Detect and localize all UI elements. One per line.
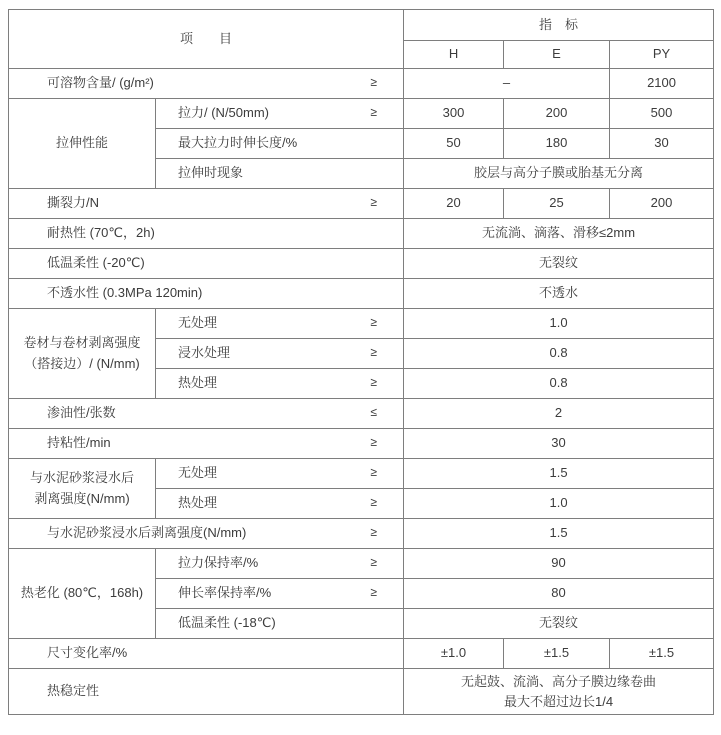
sub-item-cell [156,579,404,609]
value-py: ±1.5 [610,639,714,669]
sub-item-label: 拉力/ (N/50mm) [178,105,270,121]
sub-item-label: 拉力保持率/% [178,555,259,571]
value-h: 50 [404,129,504,159]
threshold-symbol: ≥ [370,345,378,360]
item-label: 热稳定性 [47,683,100,699]
row-oil-permeability [9,399,714,429]
threshold-symbol: ≥ [370,585,378,600]
value-merged: 1.5 [404,459,714,489]
row-roll-peel-untreated [9,309,714,339]
value-e: ±1.5 [504,639,610,669]
group-heat-aging: 热老化 (80℃，168h) [9,549,156,639]
item-label-cell [9,429,404,459]
sub-item-cell [156,129,404,159]
sub-item-cell [156,459,404,489]
threshold-symbol: ≥ [370,105,378,120]
item-label: 不透水性 (0.3MPa 120min) [47,285,203,301]
item-label: 耐热性 (70℃，2h) [47,225,155,241]
threshold-symbol: ≤ [370,405,378,420]
sub-item-cell [156,549,404,579]
item-label: 持粘性/min [47,435,111,451]
value-h: ±1.0 [404,639,504,669]
sub-item-cell [156,99,404,129]
threshold-symbol: ≥ [370,495,378,510]
value-py: 200 [610,189,714,219]
item-label: 渗油性/张数 [47,405,116,421]
value-h: 20 [404,189,504,219]
value-merged: 1.5 [404,519,714,549]
item-label: 尺寸变化率/% [47,645,128,661]
value-merged: 无流淌、滴落、滑移≤2mm [404,219,714,249]
value-line2: 最大不超过边长1/4 [503,693,614,709]
sub-item-label: 无处理 [178,465,218,481]
value-merged: 不透水 [404,279,714,309]
item-label: 低温柔性 (-20℃) [47,255,145,271]
value-merged: 无裂纹 [404,609,714,639]
row-tear-force [9,189,714,219]
header-item: 项 目 [9,10,404,69]
threshold-symbol: ≥ [370,75,378,90]
item-label-cell [9,69,404,99]
sub-item-label: 无处理 [178,315,218,331]
threshold-symbol: ≥ [370,555,378,570]
value-merged: 1.0 [404,309,714,339]
group-label-line1: 卷材与卷材剥离强度 [23,335,141,351]
value-merged: 0.8 [404,339,714,369]
threshold-symbol: ≥ [370,465,378,480]
row-impermeability [9,279,714,309]
header-row-1 [9,10,714,41]
threshold-symbol: ≥ [370,375,378,390]
group-label-line2: 剥离强度(N/mm) [34,490,130,506]
sub-item-cell [156,369,404,399]
value-merged [404,669,714,715]
sub-item-cell [156,489,404,519]
group-tensile: 拉伸性能 [9,99,156,189]
value-merged: 2 [404,399,714,429]
row-dimension-change [9,639,714,669]
header-type-e: E [504,41,610,69]
item-label: 撕裂力/N [47,195,100,211]
spec-table [8,9,714,715]
row-soluble-content [9,69,714,99]
header-type-h: H [404,41,504,69]
threshold-symbol: ≥ [370,315,378,330]
row-mortar-immersed-peel [9,519,714,549]
sub-item-label: 拉伸时现象 [178,165,244,181]
group-mortar-peel [9,459,156,519]
group-roll-peel [9,309,156,399]
item-label-cell [9,189,404,219]
value-h: 300 [404,99,504,129]
item-label-cell [9,669,404,715]
sub-item-label: 浸水处理 [178,345,231,361]
sub-item-label: 热处理 [178,375,218,391]
sub-item-cell [156,609,404,639]
row-aging-force-retention [9,549,714,579]
threshold-symbol: ≥ [370,525,378,540]
group-label-line2: （搭接边）/ (N/mm) [24,355,140,371]
group-label-line1: 与水泥砂浆浸水后 [29,470,134,486]
sub-item-cell [156,339,404,369]
value-merged: 胶层与高分子膜或胎基无分离 [404,159,714,189]
row-mortar-peel-untreated [9,459,714,489]
value-he: – [404,69,610,99]
row-low-temp-flexibility [9,249,714,279]
value-e: 25 [504,189,610,219]
value-py: 30 [610,129,714,159]
item-label: 与水泥砂浆浸水后剥离强度(N/mm) [47,525,247,541]
row-thermal-stability [9,669,714,715]
value-merged: 30 [404,429,714,459]
header-index: 指 标 [404,10,714,41]
value-line1: 无起鼓、流淌、高分子膜边缘卷曲 [461,674,657,689]
sub-item-cell [156,159,404,189]
row-tensile-force [9,99,714,129]
sub-item-label: 热处理 [178,495,218,511]
value-e: 180 [504,129,610,159]
value-merged: 90 [404,549,714,579]
item-label-cell [9,219,404,249]
row-tackiness [9,429,714,459]
value-py: 2100 [610,69,714,99]
header-type-py: PY [610,41,714,69]
sub-item-label: 伸长率保持率/% [178,585,272,601]
value-merged: 1.0 [404,489,714,519]
value-e: 200 [504,99,610,129]
item-label-cell [9,249,404,279]
sub-item-cell [156,309,404,339]
value-merged: 无裂纹 [404,249,714,279]
row-heat-resistance [9,219,714,249]
sub-item-label: 低温柔性 (-18℃) [178,615,276,631]
item-label-cell [9,519,404,549]
item-label-cell [9,399,404,429]
item-label-cell [9,639,404,669]
item-label: 可溶物含量/ (g/m²) [47,75,154,91]
value-merged: 0.8 [404,369,714,399]
threshold-symbol: ≥ [370,435,378,450]
sub-item-label: 最大拉力时伸长度/% [178,135,298,151]
item-label-cell [9,279,404,309]
value-py: 500 [610,99,714,129]
spec-table-page [8,9,714,715]
threshold-symbol: ≥ [370,195,378,210]
value-merged: 80 [404,579,714,609]
